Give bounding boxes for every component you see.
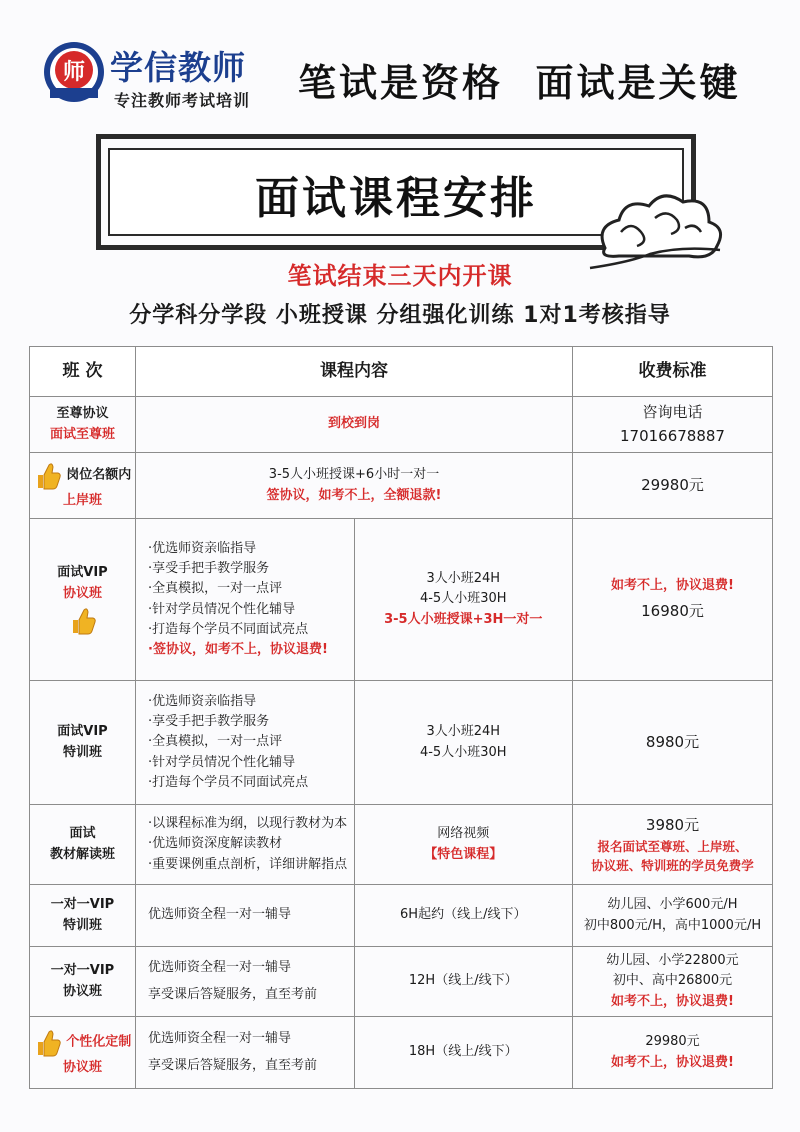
thumbs-up-icon — [34, 1026, 62, 1058]
content-list-cell — [136, 519, 355, 681]
list-item: ·优选师资深度解读教材 — [148, 836, 283, 852]
class-cell — [30, 947, 136, 1017]
class-name-sub: 面试至尊班 — [49, 426, 115, 442]
logo — [40, 38, 290, 118]
list-item: ·全真模拟，一对一点评 — [148, 581, 283, 597]
fee-text: 29980元 — [645, 1034, 700, 1050]
class-name-sub: 协议班 — [62, 1060, 102, 1076]
fee-note: 协议班、特训班的学员免费学 — [591, 858, 754, 874]
brand-tagline: 专注教师考试培训 — [114, 91, 251, 110]
list-item: ·签协议，如考不上，协议退费! — [148, 641, 328, 657]
fee-note: 如考不上，协议退费! — [611, 577, 734, 593]
hours-cell — [354, 1017, 573, 1089]
hours-cell — [354, 805, 573, 885]
hours-cell — [354, 885, 573, 947]
fee-cell — [573, 397, 773, 453]
list-item: ·针对学员情况个性化辅导 — [148, 601, 296, 617]
table-row — [30, 519, 773, 681]
fee-text: 初中800元/H，高中1000元/H — [583, 917, 762, 933]
class-name: 面试VIP — [57, 724, 108, 740]
list-item: 优选师资全程一对一辅导 — [148, 960, 292, 976]
class-name: 面试 — [69, 826, 96, 842]
fee-text: 初中、高中26800元 — [612, 973, 733, 989]
list-item: 优选师资全程一对一辅导 — [148, 1031, 292, 1047]
list-item: ·优选师资亲临指导 — [148, 694, 257, 710]
content-text: 3-5人小班授课+6小时一对一 — [268, 467, 440, 483]
class-cell — [30, 453, 136, 519]
content-list-cell — [136, 1017, 355, 1089]
table-row — [30, 885, 773, 947]
list-item: ·以课程标准为纲，以现行教材为本 — [148, 816, 348, 832]
content-cell — [136, 453, 573, 519]
table-row — [30, 681, 773, 805]
class-name-sub: 协议班 — [62, 983, 102, 999]
logo-badge-icon — [42, 40, 106, 104]
fee-cell — [573, 805, 773, 885]
hours-text: 网络视频 — [437, 826, 490, 842]
class-name: 一对一VIP — [50, 897, 115, 913]
course-table — [29, 346, 773, 1089]
header-class: 班 次 — [30, 347, 136, 397]
class-name-sub: 特训班 — [62, 917, 102, 933]
list-item: 优选师资全程一对一辅导 — [148, 907, 292, 923]
fee-cell — [573, 681, 773, 805]
header-content: 课程内容 — [136, 347, 573, 397]
class-name: 一对一VIP — [50, 963, 115, 979]
fee-cell — [573, 453, 773, 519]
thumbs-up-icon — [34, 459, 62, 491]
list-item: 享受课后答疑服务，直至考前 — [148, 1057, 318, 1073]
features-line: 分学科分学段 小班授课 分组强化训练 1对1考核指导 — [129, 303, 671, 328]
thumbs-up-icon — [69, 604, 97, 636]
class-name: 个性化定制 — [66, 1034, 132, 1050]
content-list-cell — [136, 947, 355, 1017]
class-cell — [30, 519, 136, 681]
fee-cell — [573, 885, 773, 947]
list-item: ·享受手把手教学服务 — [148, 561, 270, 577]
phone-number: 17016678887 — [620, 426, 725, 445]
list-item: 享受课后答疑服务，直至考前 — [148, 986, 318, 1002]
hours-text: 4-5人小班30H — [419, 591, 507, 607]
table-row — [30, 1017, 773, 1089]
content-list-cell — [136, 885, 355, 947]
brand-name: 学信教师 — [110, 48, 246, 87]
class-name: 岗位名额内 — [66, 467, 132, 483]
slogan: 笔试是资格 面试是关键 — [298, 60, 741, 105]
fee-text: 3980元 — [645, 815, 700, 834]
fee-cell — [573, 947, 773, 1017]
fee-text: 16980元 — [641, 601, 704, 620]
class-name-sub: 上岸班 — [62, 493, 102, 509]
class-name-sub: 教材解读班 — [49, 846, 115, 862]
list-item: ·全真模拟，一对一点评 — [148, 734, 283, 750]
class-name: 面试VIP — [57, 565, 108, 581]
fee-note: 如考不上，协议退费! — [611, 1054, 734, 1070]
hours-text: 3-5人小班授课+3H一对一 — [384, 611, 543, 627]
hours-tag: 【特色课程】 — [424, 846, 503, 862]
class-cell — [30, 681, 136, 805]
class-name-sub: 特训班 — [62, 744, 102, 760]
fee-text: 幼儿园、小学600元/H — [607, 897, 738, 913]
list-item: ·打造每个学员不同面试亮点 — [148, 621, 309, 637]
fee-note: 报名面试至尊班、上岸班、 — [597, 838, 748, 854]
subtitle: 笔试结束三天内开课 — [287, 262, 513, 290]
content-note: 签协议，如考不上，全额退款! — [266, 487, 442, 503]
table-row — [30, 805, 773, 885]
hours-text: 4-5人小班30H — [419, 744, 507, 760]
hours-text: 18H（线上/线下） — [408, 1044, 518, 1060]
list-item: ·针对学员情况个性化辅导 — [148, 754, 296, 770]
hours-text: 12H（线上/线下） — [408, 973, 518, 989]
table-header-row — [30, 347, 773, 397]
list-item: ·重要课例重点剖析，详细讲解指点 — [148, 856, 348, 872]
page-title: 面试课程安排 — [255, 173, 537, 224]
hours-cell — [354, 947, 573, 1017]
table-row — [30, 397, 773, 453]
list-item: ·享受手把手教学服务 — [148, 714, 270, 730]
table-row — [30, 453, 773, 519]
content-list-cell — [136, 681, 355, 805]
logo-badge-char: 师 — [62, 60, 86, 85]
hours-text: 3人小班24H — [426, 724, 501, 740]
hours-cell — [354, 519, 573, 681]
list-item: ·优选师资亲临指导 — [148, 541, 257, 557]
class-cell — [30, 1017, 136, 1089]
class-cell — [30, 805, 136, 885]
fee-note: 如考不上，协议退费! — [611, 993, 734, 1009]
hours-text: 6H起约（线上/线下） — [400, 907, 527, 923]
header-fee: 收费标准 — [573, 347, 773, 397]
class-cell — [30, 397, 136, 453]
content-list-cell — [136, 805, 355, 885]
fee-text: 幼儿园、小学22800元 — [606, 953, 739, 969]
content-text: 到校到岗 — [327, 416, 380, 432]
list-item: ·打造每个学员不同面试亮点 — [148, 774, 309, 790]
fee-text: 8980元 — [645, 732, 700, 751]
fee-text: 29980元 — [641, 475, 704, 494]
class-cell — [30, 885, 136, 947]
fee-cell — [573, 519, 773, 681]
content-cell — [136, 397, 573, 453]
class-name-sub: 协议班 — [62, 585, 102, 601]
hours-cell — [354, 681, 573, 805]
fee-cell — [573, 1017, 773, 1089]
hours-text: 3人小班24H — [426, 571, 501, 587]
table-row — [30, 947, 773, 1017]
fee-text: 咨询电话 — [642, 403, 703, 422]
class-name: 至尊协议 — [56, 406, 109, 422]
